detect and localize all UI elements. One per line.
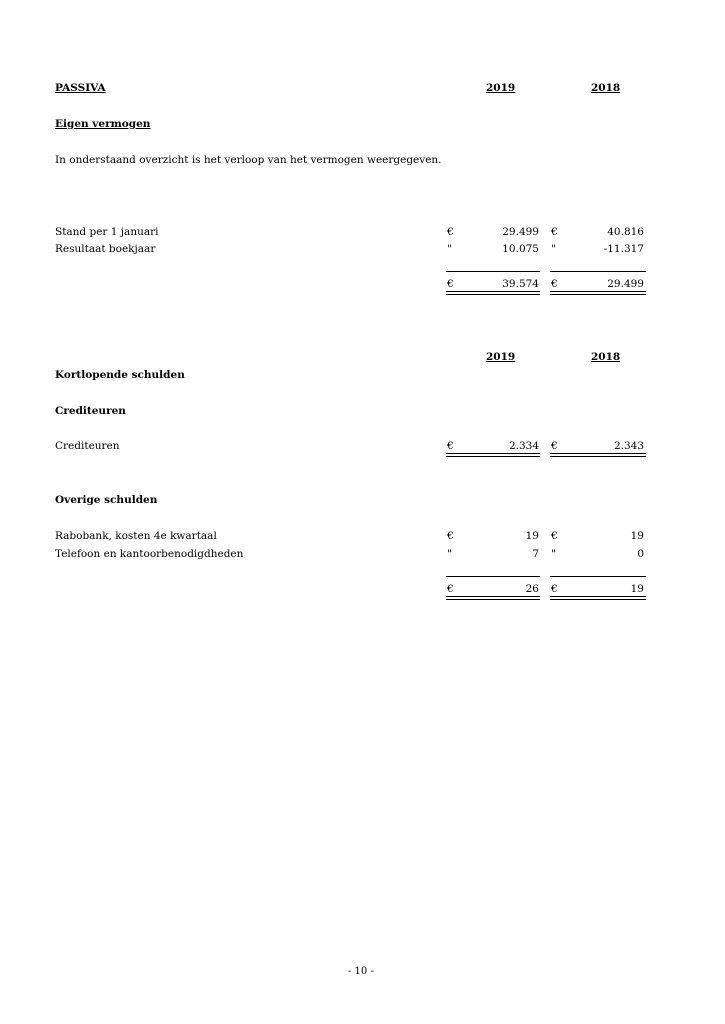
ditto-mark: " xyxy=(551,548,556,560)
column-header-2019: 2019 xyxy=(486,82,516,94)
total-2019: 26 xyxy=(525,583,539,595)
row-label: Stand per 1 januari xyxy=(55,226,159,238)
section-heading-eigen-vermogen: Eigen vermogen xyxy=(55,118,151,130)
section-heading-overige-schulden: Overige schulden xyxy=(55,494,158,506)
value-2019: 10.075 xyxy=(502,243,539,255)
total-double-rule xyxy=(446,453,540,457)
value-2019: 7 xyxy=(532,548,539,560)
subtotal-rule xyxy=(446,576,540,577)
currency-symbol: € xyxy=(551,278,558,290)
value-2018: 19 xyxy=(630,530,644,542)
value-2018: 40.816 xyxy=(607,226,644,238)
currency-symbol: € xyxy=(551,440,558,452)
value-2019: 29.499 xyxy=(502,226,539,238)
page-number: - 10 - xyxy=(348,966,374,977)
row-label: Rabobank, kosten 4e kwartaal xyxy=(55,530,217,542)
section-heading-kortlopende-schulden: Kortlopende schulden xyxy=(55,369,185,381)
value-2019: 2.334 xyxy=(508,440,539,452)
column-header-2018: 2018 xyxy=(591,82,621,94)
total-double-rule xyxy=(550,291,646,295)
total-2018: 29.499 xyxy=(607,278,644,290)
total-2019: 39.574 xyxy=(502,278,539,290)
currency-symbol: € xyxy=(447,278,454,290)
currency-symbol: € xyxy=(551,583,558,595)
row-label: Telefoon en kantoorbenodigdheden xyxy=(55,548,244,560)
row-label: Crediteuren xyxy=(55,440,120,452)
total-double-rule xyxy=(446,596,540,600)
currency-symbol: € xyxy=(447,583,454,595)
intro-paragraph: In onderstaand overzicht is het verloop van het vermogen weergegeven. xyxy=(55,154,442,166)
ditto-mark: " xyxy=(447,243,452,255)
currency-symbol: € xyxy=(551,226,558,238)
value-2018: 2.343 xyxy=(613,440,644,452)
section-heading-crediteuren: Crediteuren xyxy=(55,405,126,417)
row-label: Resultaat boekjaar xyxy=(55,243,156,255)
subtotal-rule xyxy=(550,576,646,577)
column-header-2019: 2019 xyxy=(486,351,516,363)
currency-symbol: € xyxy=(447,226,454,238)
total-double-rule xyxy=(550,596,646,600)
value-2019: 19 xyxy=(525,530,539,542)
currency-symbol: € xyxy=(447,530,454,542)
total-2018: 19 xyxy=(630,583,644,595)
currency-symbol: € xyxy=(551,530,558,542)
ditto-mark: " xyxy=(551,243,556,255)
subtotal-rule xyxy=(550,271,646,272)
value-2018: -11.317 xyxy=(603,243,644,255)
total-double-rule xyxy=(550,453,646,457)
currency-symbol: € xyxy=(447,440,454,452)
ditto-mark: " xyxy=(447,548,452,560)
page-title: PASSIVA xyxy=(55,82,106,94)
column-header-2018: 2018 xyxy=(591,351,621,363)
value-2018: 0 xyxy=(637,548,644,560)
total-double-rule xyxy=(446,291,540,295)
subtotal-rule xyxy=(446,271,540,272)
